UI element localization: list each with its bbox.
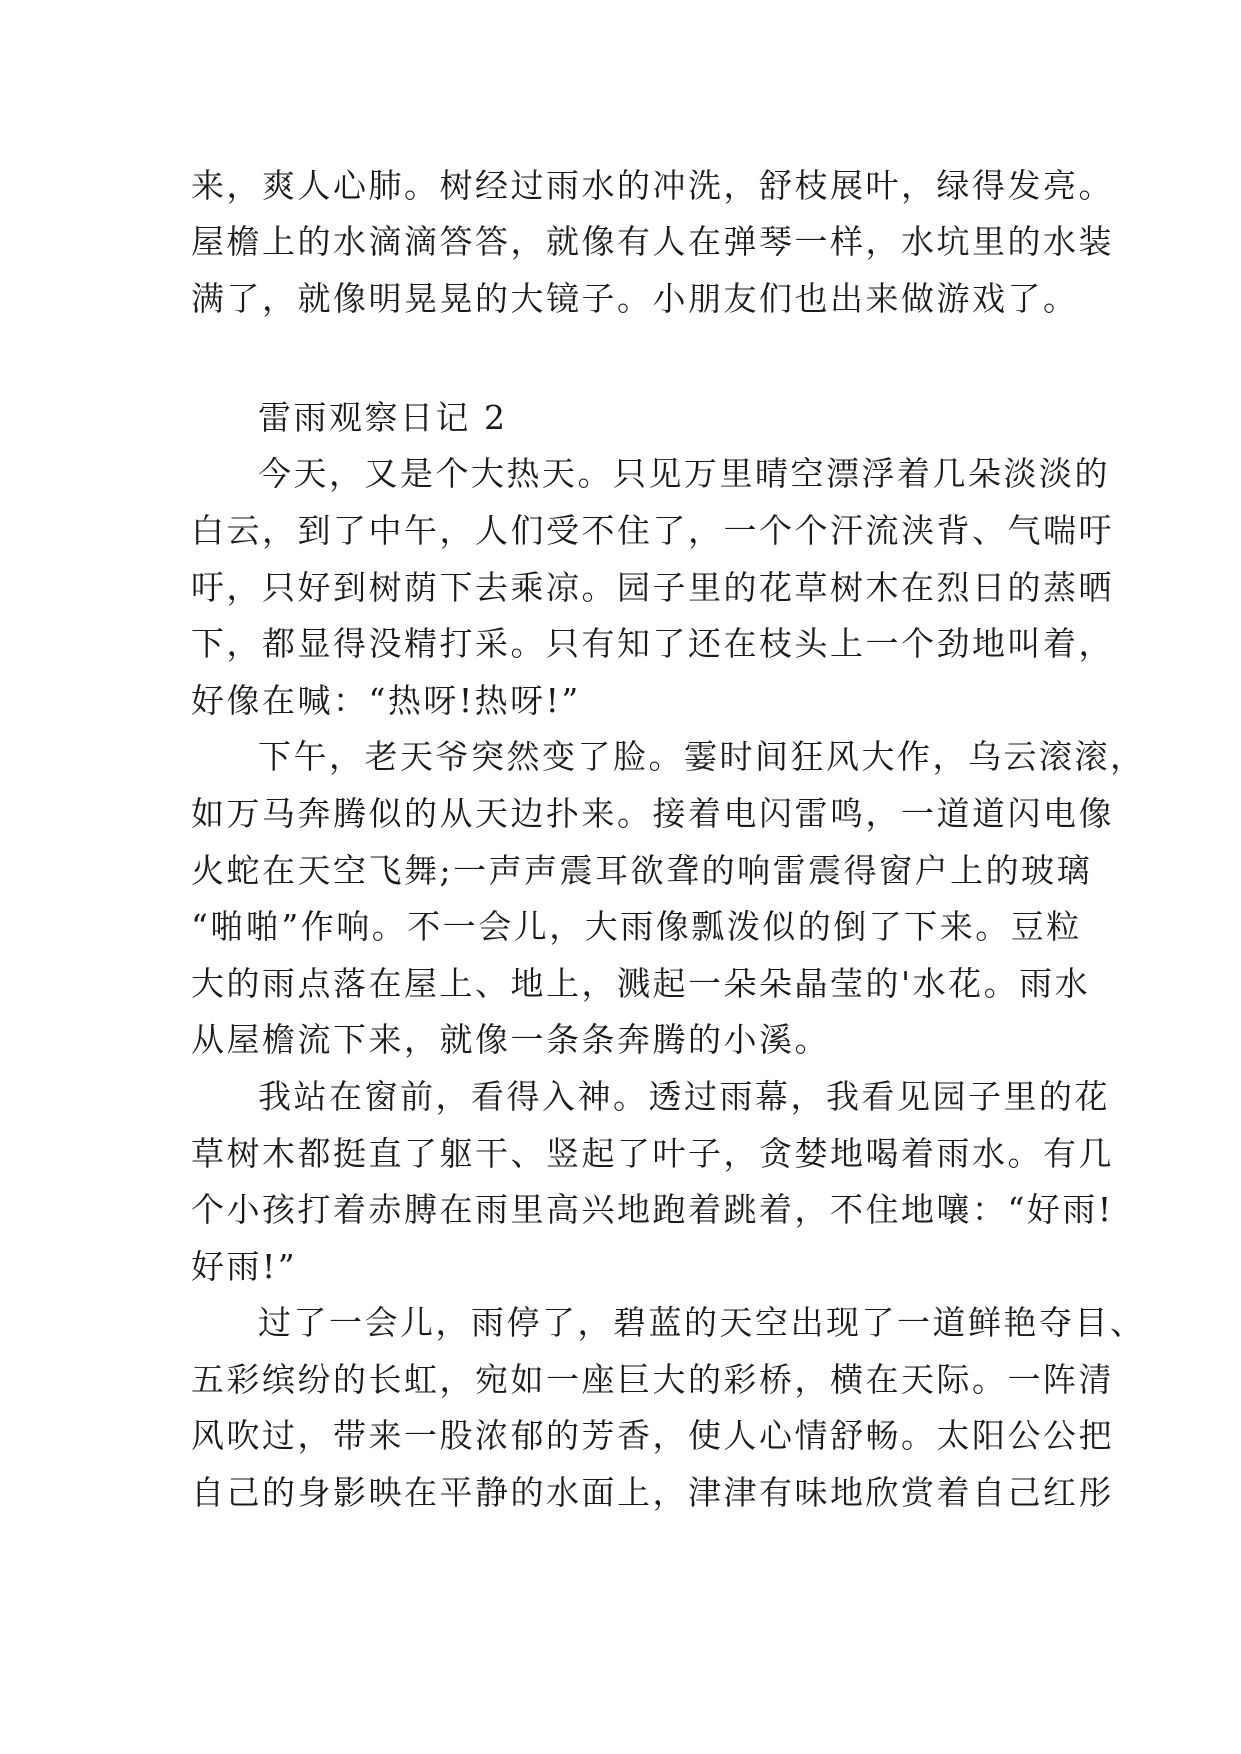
text-line: 吁，只好到树荫下去乘凉。园子里的花草树木在烈日的蒸晒 xyxy=(191,568,1114,607)
text-line: 五彩缤纷的长虹，宛如一座巨大的彩桥，横在天际。一阵清 xyxy=(191,1360,1114,1399)
text-line: 大的雨点落在屋上、地上，溅起一朵朵晶莹的'水花。雨水 xyxy=(191,964,1091,1003)
text-line: 从屋檐流下来，就像一条条奔腾的小溪。 xyxy=(191,1020,830,1059)
text-line: “啪啪”作响。不一会儿，大雨像瓢泼似的倒了下来。豆粒 xyxy=(191,907,1082,946)
text-line: 下，都显得没精打采。只有知了还在枝头上一个劲地叫着， xyxy=(191,624,1114,663)
text-line: 过了一会儿，雨停了，碧蓝的天空出现了一道鲜艳夺目、 xyxy=(258,1303,1146,1342)
text-line: 如万马奔腾似的从天边扑来。接着电闪雷鸣，一道道闪电像 xyxy=(191,794,1114,833)
text-line: 屋檐上的水滴滴答答，就像有人在弹琴一样，水坑里的水装 xyxy=(191,222,1114,261)
text-line: 自己的身影映在平静的水面上，津津有味地欣赏着自己红彤 xyxy=(191,1473,1114,1512)
section-heading: 雷雨观察日记 2 xyxy=(258,398,508,437)
text-line: 好像在喊：“热呀!热呀!” xyxy=(191,681,581,720)
text-line: 好雨!” xyxy=(191,1247,298,1286)
text-line: 来，爽人心肺。树经过雨水的冲洗，舒枝展叶，绿得发亮。 xyxy=(191,166,1114,205)
text-line: 下午，老天爷突然变了脸。霎时间狂风大作，乌云滚滚， xyxy=(258,737,1146,776)
text-line: 草树木都挺直了躯干、竖起了叶子，贪婪地喝着雨水。有几 xyxy=(191,1134,1114,1173)
text-line: 个小孩打着赤膊在雨里高兴地跑着跳着，不住地嚷：“好雨! xyxy=(191,1190,1114,1229)
text-line: 今天，又是个大热天。只见万里晴空漂浮着几朵淡淡的 xyxy=(258,454,1110,493)
text-line: 风吹过，带来一股浓郁的芳香，使人心情舒畅。太阳公公把 xyxy=(191,1416,1114,1455)
text-line: 火蛇在天空飞舞;一声声震耳欲聋的响雷震得窗户上的玻璃 xyxy=(191,851,1093,890)
text-line: 我站在窗前，看得入神。透过雨幕，我看见园子里的花 xyxy=(258,1077,1110,1116)
text-line: 满了，就像明晃晃的大镜子。小朋友们也出来做游戏了。 xyxy=(191,279,1079,318)
text-line: 白云，到了中午，人们受不住了，一个个汗流浃背、气喘吁 xyxy=(191,511,1114,550)
